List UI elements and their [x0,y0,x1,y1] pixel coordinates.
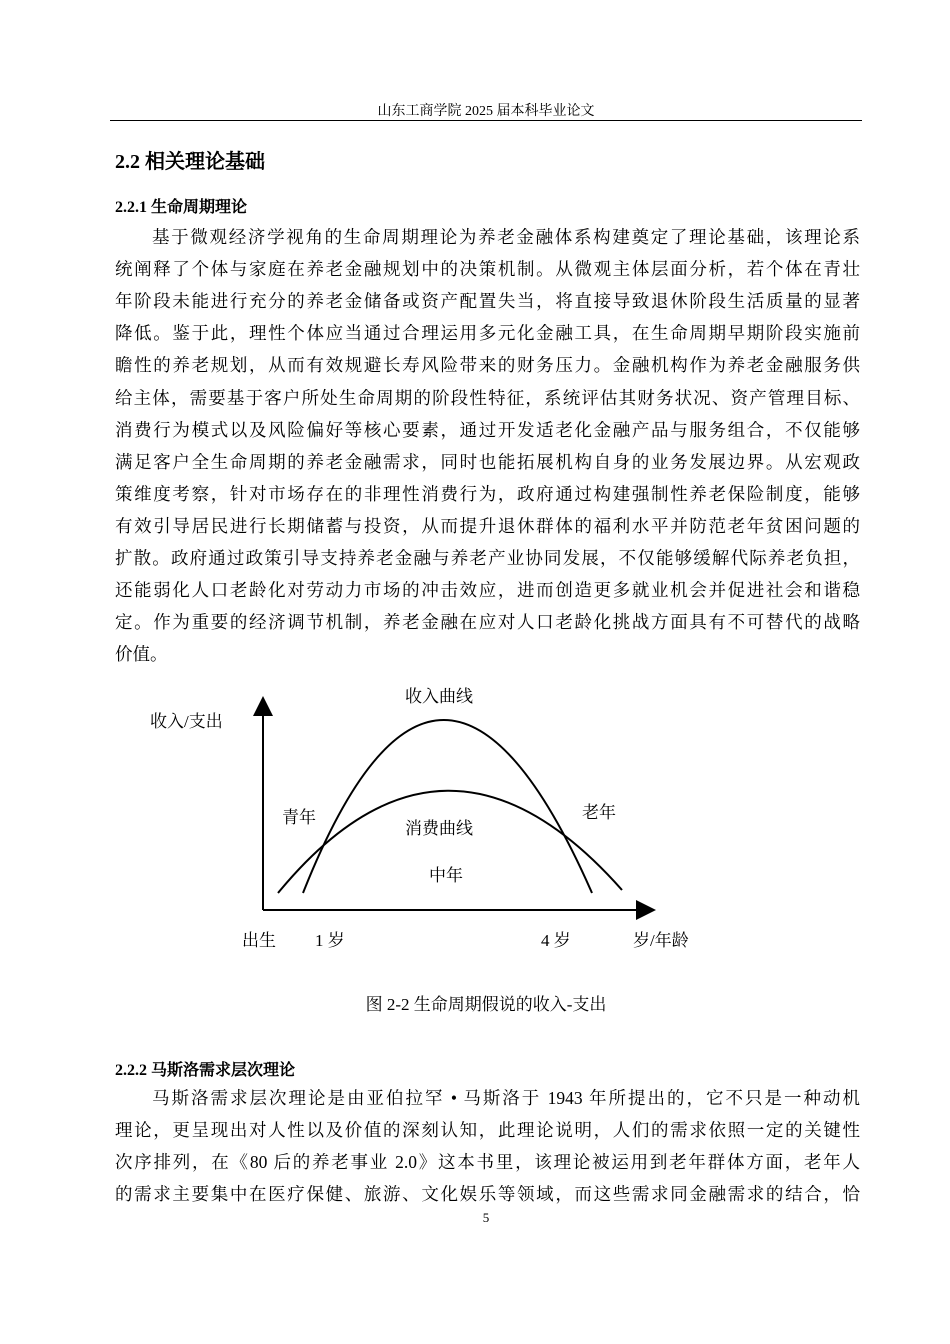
age-4-label: 4 岁 [541,931,571,950]
text-line: 马斯洛需求层次理论是由亚伯拉罕 • 马斯洛于 1943 年所提出的，它不只是一种动机 [152,1088,860,1108]
text-line: 有效引导居民进行长期储蓄与投资，从而提升退休群体的福利水平并防范老年贫困问题的 [115,515,860,536]
text-line: 基于微观经济学视角的生命周期理论为养老金融体系构建奠定了理论基础，该理论系 [152,227,860,247]
text-line: 策维度考察，针对市场存在的非理性消费行为，政府通过构建强制性养老保险制度，能够 [115,483,860,504]
subsection-heading-2-2-2: 2.2.2 马斯洛需求层次理论 [115,1062,296,1079]
youth-label: 青年 [282,808,316,827]
section-heading: 2.2 相关理论基础 [115,151,265,173]
subsection-heading-2-2-1: 2.2.1 生命周期理论 [115,199,248,216]
age-1-label: 1 岁 [315,931,345,950]
text-line: 定。作为重要的经济调节机制，养老金融在应对人口老龄化挑战方面具有不可替代的战略 [115,612,860,633]
y-axis-label: 收入/支出 [150,712,223,731]
running-header: 山东工商学院 2025 届本科毕业论文 [377,104,595,119]
income-curve-label: 收入曲线 [405,687,473,706]
text-line: 统阐释了个体与家庭在养老金融规划中的决策机制。从微观主体层面分析，若个体在青壮 [115,259,860,280]
text-line: 理论，更呈现出对人性以及价值的深刻认知，此理论说明，人们的需求依照一定的关键性 [115,1120,860,1141]
text-line: 价值。 [115,644,168,665]
text-line: 扩散。政府通过政策引导支持养老金融与养老产业协同发展，不仅能够缓解代际养老负担， [115,548,860,568]
text-line: 年阶段未能进行充分的养老金储备或资产配置失当，将直接导致退休阶段生活质量的显著 [115,291,860,312]
middle-age-label: 中年 [429,866,463,885]
text-line: 给主体，需要基于客户所处生命周期的阶段性特征，系统评估其财务状况、资产管理目标、 [115,387,860,408]
x-axis-label: 岁/年龄 [633,931,689,950]
text-line: 降低。鉴于此，理性个体应当通过合理运用多元化金融工具，在生命周期早期阶段实施前 [115,323,860,344]
birth-label: 出生 [242,931,276,950]
text-line: 瞻性的养老规划，从而有效规避长寿风险带来的财务压力。金融机构作为养老金融服务供 [115,355,860,376]
text-line: 还能弱化人口老龄化对劳动力市场的冲击效应，进而创造更多就业机会并促进社会和谐稳 [115,580,860,601]
text-line: 的需求主要集中在医疗保健、旅游、文化娱乐等领域，而这些需求同金融需求的结合，恰 [115,1184,860,1205]
figure-caption: 图 2-2 生命周期假说的收入-支出 [365,995,607,1014]
text-line: 次序排列，在《80 后的养老事业 2.0》这本书里，该理论被运用到老年群体方面，老年人 [115,1152,860,1173]
old-age-label: 老年 [582,803,616,822]
text-line: 消费行为模式以及风险偏好等核心要素，通过开发适老化金融产品与服务组合，不仅能够 [115,419,860,440]
consumption-curve-label: 消费曲线 [405,819,473,838]
text-line: 满足客户全生命周期的养老金融需求，同时也能拓展机构自身的业务发展边界。从宏观政 [115,451,860,472]
page-number: 5 [482,1210,490,1225]
